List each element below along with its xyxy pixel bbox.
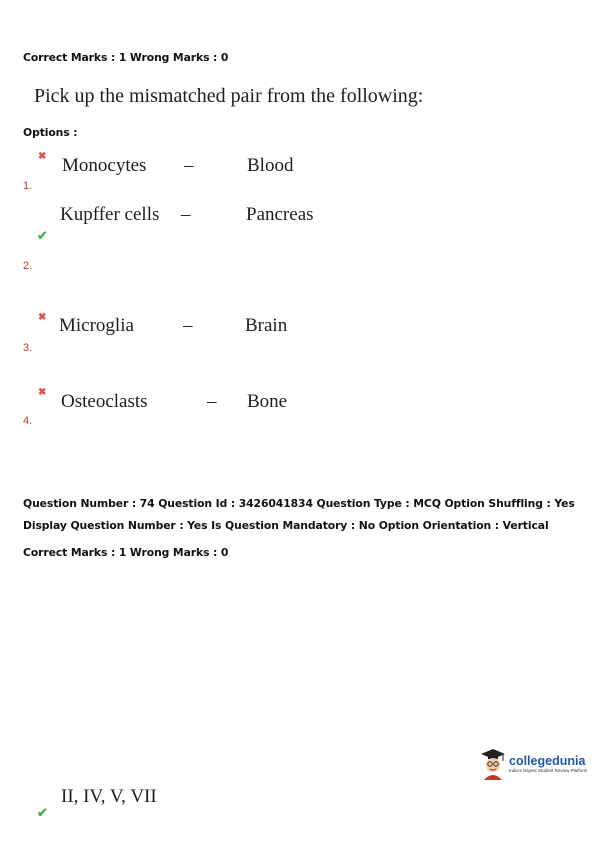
correct-marks-footer: Correct Marks : 1 Wrong Marks : 0 — [23, 546, 229, 559]
cross-icon: ✖ — [38, 312, 47, 323]
option-dash: – — [181, 204, 191, 225]
option-dash: – — [207, 391, 217, 412]
option-term: Kupffer cells — [60, 204, 160, 225]
option-term: Osteoclasts — [61, 391, 148, 412]
question-info-line-1: Question Number : 74 Question Id : 3426041834 Question Type : MCQ Option Shuffling : Yes — [23, 497, 575, 510]
option-match: Pancreas — [246, 204, 314, 225]
correct-marks-header: Correct Marks : 1 Wrong Marks : 0 — [23, 51, 229, 64]
logo-name: collegedunia — [509, 753, 586, 768]
graduate-avatar-icon — [480, 748, 506, 780]
option-term: Monocytes — [62, 155, 147, 176]
option-match: Brain — [245, 315, 288, 336]
collegedunia-logo — [480, 748, 587, 780]
option-number: 2. — [23, 260, 33, 272]
option-text: II, IV, V, VII — [61, 786, 157, 807]
cross-icon: ✖ — [38, 387, 47, 398]
cross-icon: ✖ — [38, 151, 47, 162]
option-number: 1. — [23, 180, 33, 192]
check-icon: ✔ — [37, 805, 48, 820]
logo-tagline: India's largest Student Review Platform — [509, 768, 588, 773]
option-match: Blood — [247, 155, 294, 176]
option-number: 3. — [23, 342, 33, 354]
options-label: Options : — [23, 126, 78, 139]
option-match: Bone — [247, 391, 288, 412]
check-icon: ✔ — [37, 228, 48, 243]
option-dash: – — [184, 155, 194, 176]
option-number: 4. — [23, 415, 33, 427]
option-term: Microglia — [59, 315, 134, 336]
question-text: Pick up the mismatched pair from the following: — [34, 85, 424, 107]
question-info-line-2: Display Question Number : Yes Is Question Mandatory : No Option Orientation : Vertical — [23, 519, 549, 532]
option-dash: – — [183, 315, 193, 336]
